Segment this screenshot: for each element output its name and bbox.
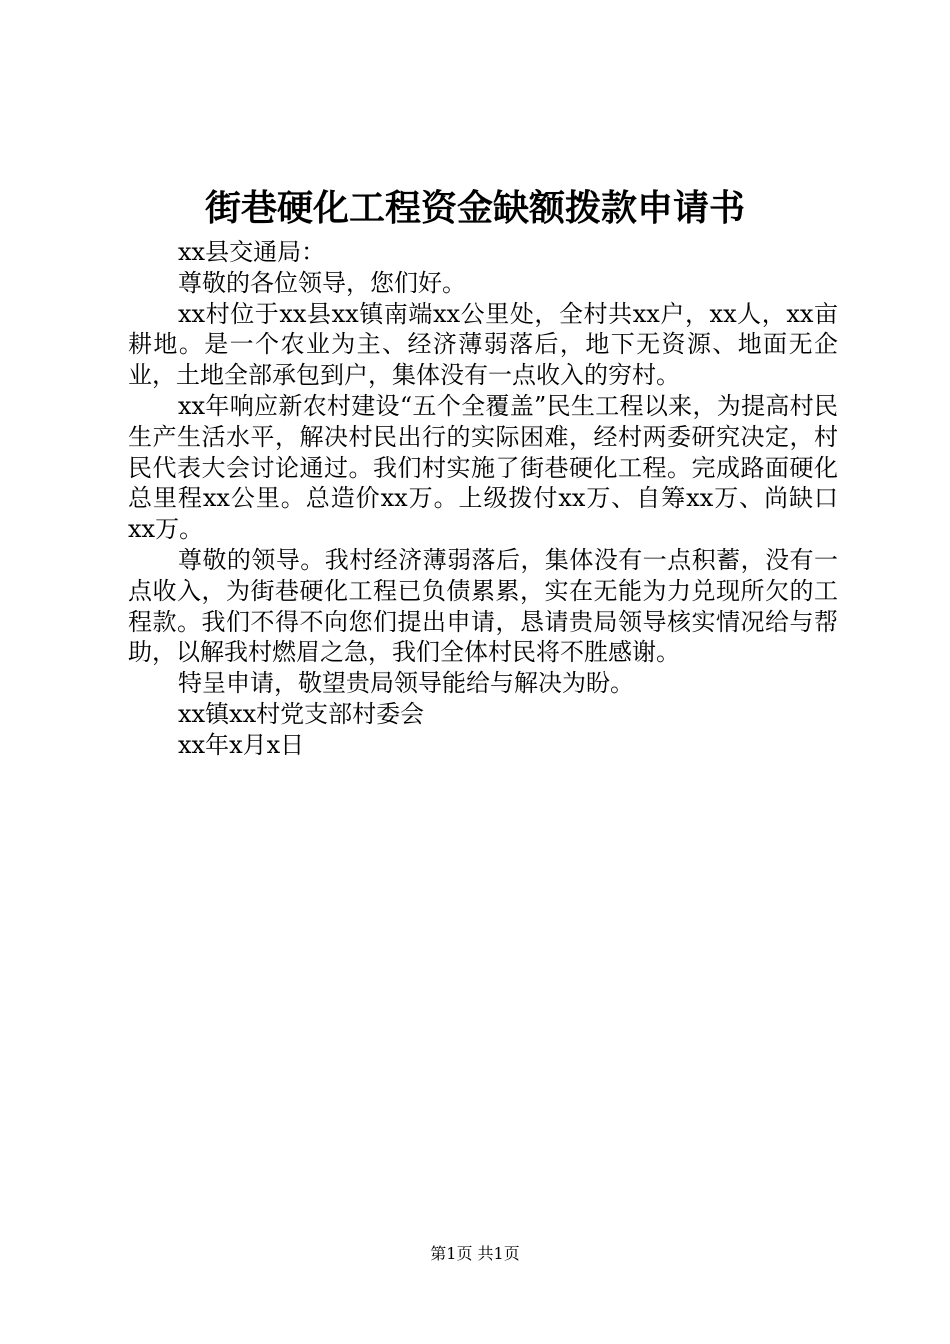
paragraph-project-description: xx年响应新农村建设“五个全覆盖”民生工程以来，为提高村民生产生活水平，解决村民出行的实际困难，经村两委研究决定，村民代表大会讨论通过。我们村实施了街巷硬化工程。完成路面硬化总里程xx公里。总造价xx万。上级拨付xx万、自筹xx万、尚缺口xx万。	[128, 391, 838, 544]
greeting: 尊敬的各位领导，您们好。	[178, 268, 466, 297]
page-footer: 第1页 共1页	[430, 1244, 520, 1263]
signature-date: xx年x月x日	[178, 730, 305, 759]
document-body	[128, 237, 838, 761]
paragraph-funding-request: 尊敬的领导。我村经济薄弱落后，集体没有一点积蓄，没有一点收入，为街巷硬化工程已负债累累，实在无能为力兑现所欠的工程款。我们不得不向您们提出申请，恳请贵局领导核实情况给与帮助，以解我村燃眉之急，我们全体村民将不胜感谢。	[128, 545, 838, 667]
closing-line: 特呈申请，敬望贵局领导能给与解决为盼。	[178, 669, 634, 698]
paragraph-village-intro: xx村位于xx县xx镇南端xx公里处，全村共xx户，xx人，xx亩耕地。是一个农业为主、经济薄弱落后，地下无资源、地面无企业，土地全部承包到户，集体没有一点收入的穷村。	[128, 299, 838, 390]
signature-organization: xx镇xx村党支部村委会	[178, 699, 425, 728]
document-title: 街巷硬化工程资金缺额拨款申请书	[204, 187, 745, 229]
salutation-recipient: xx县交通局：	[178, 238, 326, 266]
